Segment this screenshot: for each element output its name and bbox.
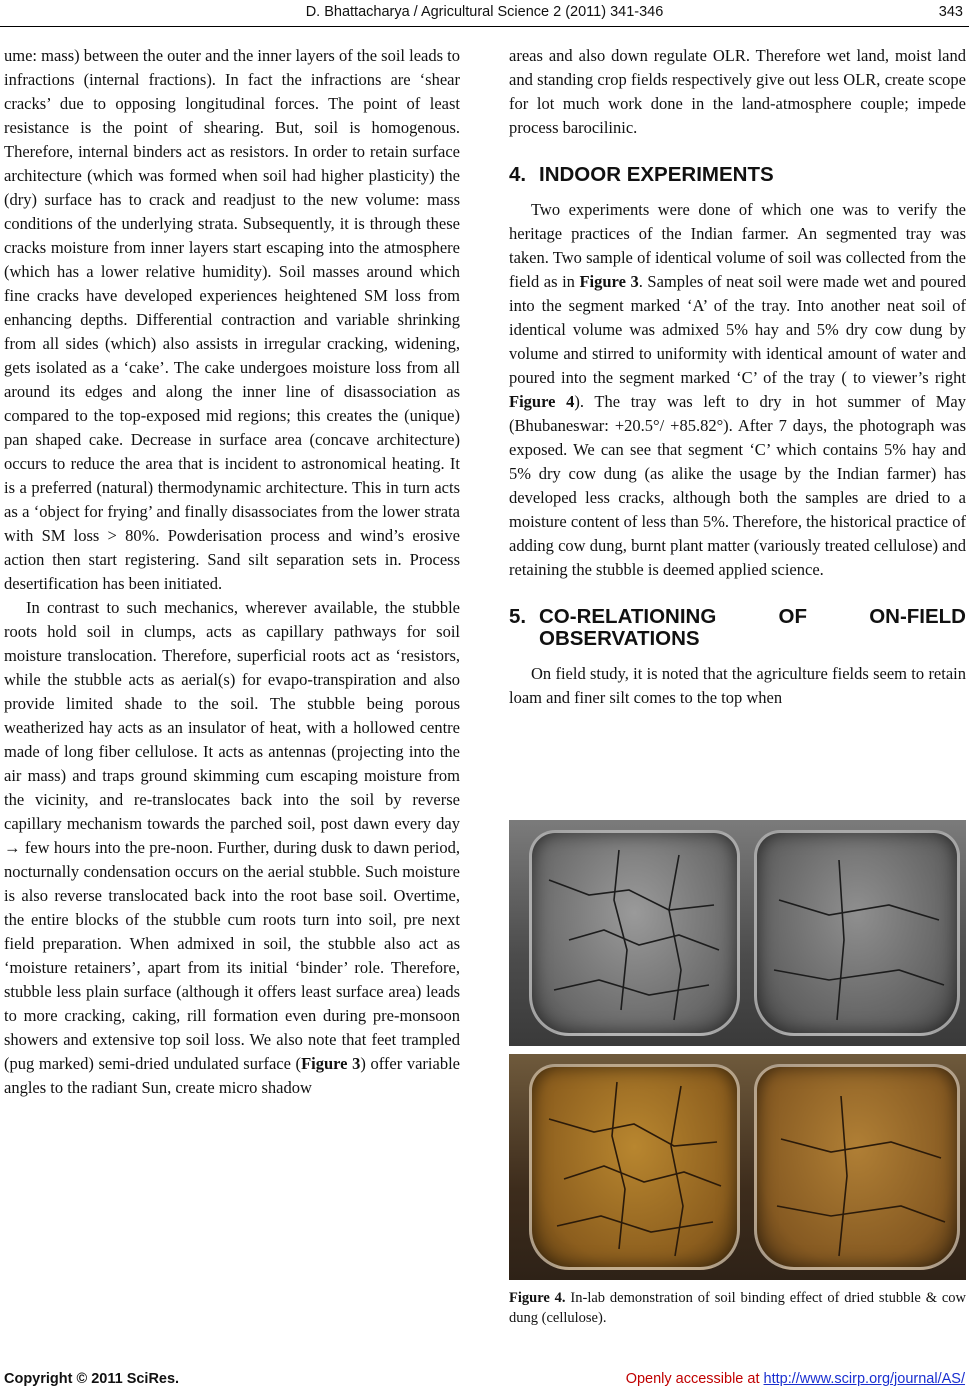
access-note xyxy=(626,1371,965,1387)
right-column xyxy=(509,44,966,710)
section-heading-4 xyxy=(509,164,966,186)
tray-photo-grayscale xyxy=(509,820,966,1046)
section-number: 5. xyxy=(509,605,527,628)
figure-4 xyxy=(509,820,966,1328)
page-number: 343 xyxy=(938,4,963,20)
paragraph xyxy=(4,596,460,1100)
figure-ref[interactable]: Figure 3 xyxy=(301,1054,361,1073)
running-header xyxy=(0,4,969,26)
journal-link[interactable]: http://www.scirp.org/journal/AS/ xyxy=(763,1371,965,1387)
section-title: INDOOR EXPERIMENTS xyxy=(539,163,774,186)
paragraph xyxy=(509,198,966,582)
caption-text: In-lab demonstration of soil binding effect of dried stubble & cow dung (cellulose). xyxy=(509,1290,966,1326)
paragraph: ume: mass) between the outer and the inner layers of the soil leads to infractions (internal fractions). In fact the infractions are ‘shear cracks’ due to opposing longitudinal forces. The point of least resistance is the point of shearing. But, soil is homogenous. Therefore, internal binders act as resistors. In order to retain surface architecture (which was formed when soil had higher plasticity) the (dry) surface has to crack and readjust to the new volume: mass conditions of the underlying strata. Subsequently, it is through these cracks moisture from inner layers start escaping into the atmosphere (which has a lower relative humidity). Soil masses around which fine cracks have developed experiences heightened SM loss from enhancing depths. Differential contraction and variable shrinking from all sides (which) also assists in irregular cracking, widening, gets isolated as a ‘cake’. The cake undergoes moisture loss from all around its edges and along the inner line of disassociation as compared to the top-exposed mid regions; this creates the (unique) pan shaped cake. Decrease in surface area (concave architecture) occurs to reduce the area that is incident to astronomical heating. It is a preferred (natural) thermodynamic architecture. This in turn acts as a ‘object for frying’ and finally disassociates from the lower strata with SM loss > 80%. Powderisation process and wind’s erosive action then start registering. Sand silt separation sets in. Process desertification has been initiated. xyxy=(4,46,460,593)
paragraph: On field study, it is noted that the agriculture fields seem to retain loam and finer silt comes to the top when xyxy=(509,664,966,707)
figure-label: Figure 4. xyxy=(509,1290,566,1306)
tray-photo-color xyxy=(509,1054,966,1280)
paragraph-text: In contrast to such mechanics, wherever available, the stubble roots hold soil in clumps, acts as capillary pathways for soil moisture translocation. Therefore, superficial roots act as ‘resistors, while the stubble acts as aerial(s) for evapo-transpiration and also provide limited shade to the soil. The stubble being porous weatherized hay acts as an insulator of heat, with a hollowed centre made of long fiber cellulose. It acts as antennas (projecting into the air mass) and traps ground skimming cum escaping moisture from the vicinity, and re-translocates back into the soil by reverse capillary mechanism towards the parched soil, post dawn every day → few hours into the pre-noon. Further, during dusk to dawn period, nocturnally condensation occurs on the aerial stubble. Such moisture is also reverse translocated back into the root base soil. Overtime, the entire blocks of the stubble cum roots turn into soil, pre next field preparation. When admixed in soil, the stubble also act as ‘moisture retainers’, apart from its initial ‘binder’ role. Therefore, stubble less plain surface (although it offers least surface area) leads to more cracking, caking, rill formation even during pre-monsoon showers and extensive top soil loss. We also note that feet trampled (pug marked) semi-dried undulated surface ( xyxy=(4,598,460,1073)
figure-caption xyxy=(509,1288,966,1328)
running-title: D. Bhattacharya / Agricultural Science 2 (2011) 341-346 xyxy=(305,4,664,20)
figure-ref[interactable]: Figure 3 xyxy=(579,272,639,291)
paragraph-text: ). The tray was left to dry in hot summer of May (Bhubaneswar: +20.5°/ +85.82°). After 7 days, the photograph was exposed. We can see that segment ‘C’ which contains 5% hay and 5% dry cow dung (as alike the usage by the Indian farmer) has developed less cracks, although both the samples are dried to a moisture content of less than 5%. Therefore, the historical practice of adding cow dung, burnt plant matter (variously treated cellulose) and retaining the stubble is deemed applied science. xyxy=(509,392,966,579)
header-rule xyxy=(0,26,969,27)
paragraph-text: . Samples of neat soil were made wet and poured into the segment marked ‘A’ of the tray. Into another neat soil of identical volume was admixed 5% hay and 5% dry cow dung by volume and stirred to uniformity with identical amount of water and poured into the segment marked ‘C’ of the tray ( to viewer’s right xyxy=(509,272,966,387)
crack-pattern xyxy=(509,1054,966,1280)
access-text: Openly accessible at xyxy=(625,1371,764,1387)
paragraph-text: Two experiments were done of which one was to verify the heritage practices of the Indian farmer. An segmented tray was taken. Two sample of identical volume of soil was collected from the field as in xyxy=(509,200,966,291)
paragraph: areas and also down regulate OLR. Therefore wet land, moist land and standing crop fields respectively give out less OLR, create scope for lot much work done in the land-atmosphere couple; impede process barocilinic. xyxy=(509,46,966,137)
section-title: CO-RELATIONING OF ON-FIELD OBSERVATIONS xyxy=(539,605,966,650)
section-heading-5 xyxy=(509,606,966,650)
page-footer xyxy=(0,1371,969,1389)
copyright: Copyright © 2011 SciRes. xyxy=(4,1371,180,1387)
paragraph-text: ) offer variable angles to the radiant Sun, create micro shadow xyxy=(4,1054,460,1097)
figure-ref[interactable]: Figure 4 xyxy=(509,392,575,411)
crack-pattern xyxy=(509,820,966,1046)
left-column xyxy=(4,44,460,1100)
section-number: 4. xyxy=(509,163,527,186)
